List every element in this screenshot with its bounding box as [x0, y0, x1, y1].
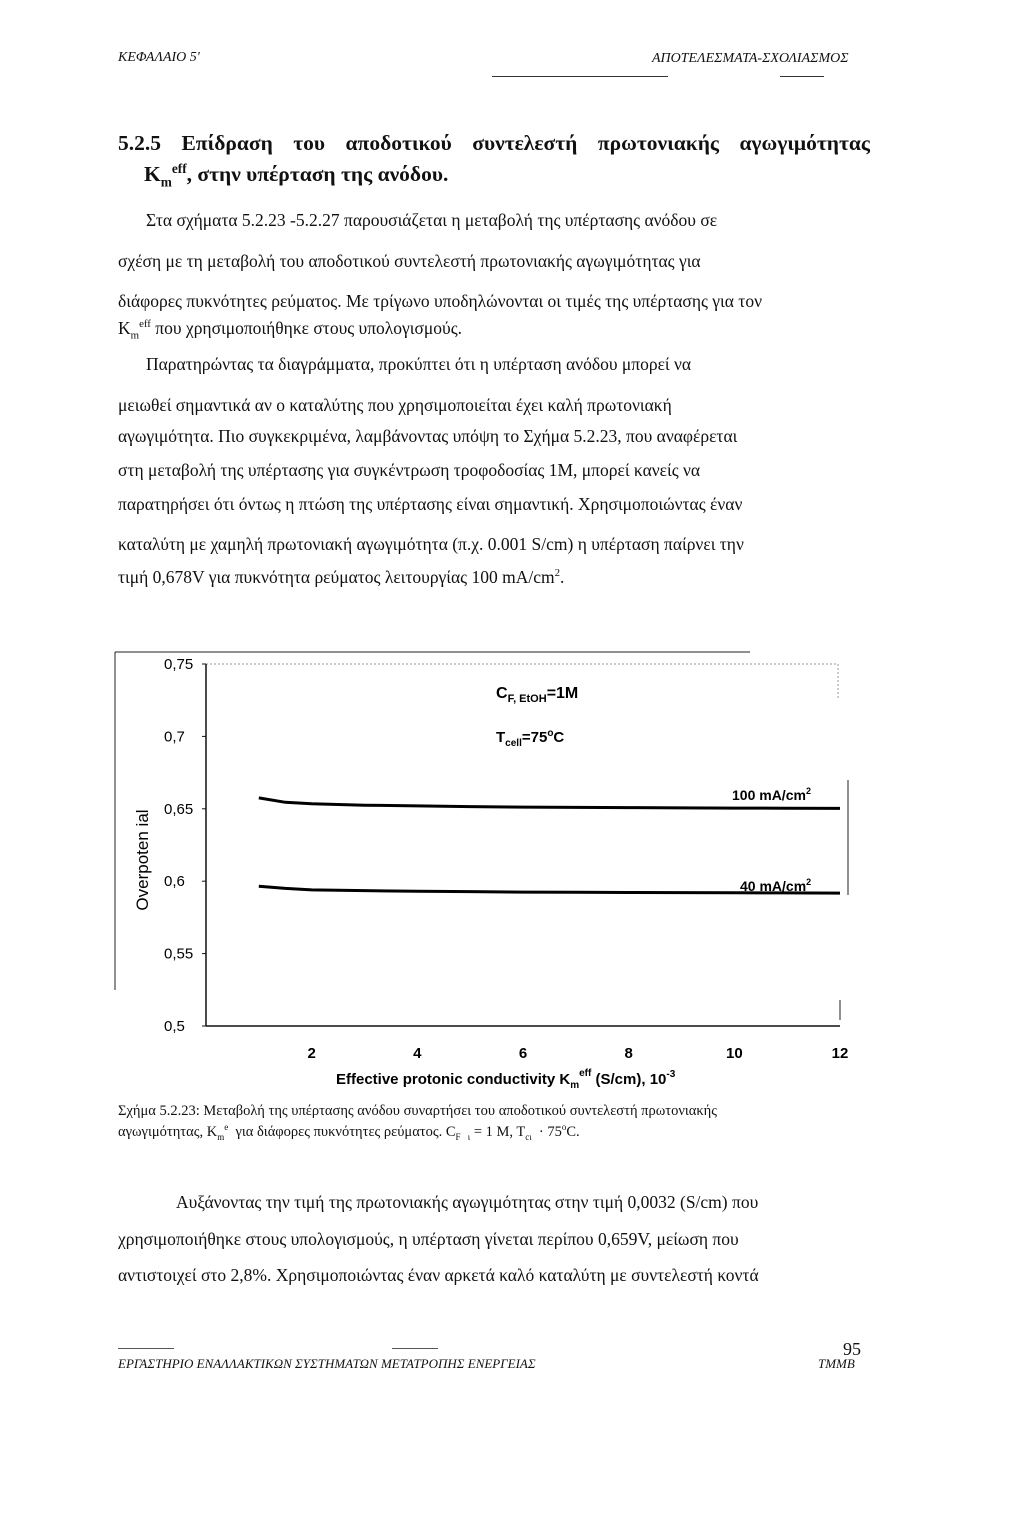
footer-lab: ΕΡΓΑΣΤΗΡΙΟ ΕΝΑΛΛΑΚΤΙΚΩΝ ΣΥΣΤΗΜΑΤΩΝ ΜΕΤΑΤΡΟΠΗΣ ΕΝΕΡΓΕΙΑΣ: [118, 1356, 536, 1371]
caption-line: αγωγιμότητας, $K_m^e$ για διάφορες πυκνότητες ρεύματος. $C_F$ $_\iota$ = 1 M, $T_{c\iota} \cdot 75^oC$.: [118, 1122, 580, 1142]
caption-line: Σχήμα 5.2.23: Μεταβολή της υπέρτασης ανόδου συναρτήσει του αποδοτικού συντελεστή πρωτονιακής: [118, 1103, 718, 1119]
series-label-40: 40 $mA/cm^2$: [740, 877, 812, 894]
y-tick-label: 0,6: [164, 873, 185, 891]
title-word: συντελεστή: [472, 131, 578, 155]
section-title: [118, 128, 870, 190]
footer-rule: [392, 1348, 438, 1349]
text-line: $K_m^{eff}$ που χρησιμοποιήθηκε στους υπολογισμούς.: [118, 318, 463, 342]
text-line: σχέση με τη μεταβολή του αποδοτικού συντελεστή πρωτονιακής αγωγιμότητας για: [118, 251, 701, 271]
y-tick-label: 0,75: [164, 656, 194, 673]
text-line: Παρατηρώντας τα διαγράμματα, προκύπτει ότι η υπέρταση ανόδου μπορεί να: [146, 354, 692, 374]
title-word: του: [293, 131, 326, 155]
annotation-temperature: $T_{cell}=75^oC$: [496, 728, 565, 749]
y-tick-label: 0,7: [164, 728, 185, 746]
x-tick-label: 12: [831, 1045, 849, 1062]
text-line: Αυξάνοντας την τιμή της πρωτονιακής αγωγιμότητας στην τιμή 0,0032 (S/cm) που: [176, 1192, 759, 1212]
text-line: τιμή 0,678V για πυκνότητα ρεύματος λειτουργίας 100 $mA/cm^2$.: [118, 567, 565, 587]
y-tick-label: 0,5: [164, 1018, 185, 1035]
title-word: αγωγιμότητας: [739, 131, 870, 155]
annotation-concentration: $C_{F, EtOH}=1M$: [496, 685, 579, 705]
text-line: αγωγιμότητα. Πιο συγκεκριμένα, λαμβάνοντας υπόψη το Σχήμα 5.2.23, που αναφέρεται: [118, 426, 738, 446]
title-word: αποδοτικού: [345, 131, 452, 155]
x-tick-label: 8: [624, 1045, 633, 1062]
x-axis-label: Effective protonic conductivity $K_m^{eff}$ (S/cm), $10^{-3}$: [336, 1068, 676, 1091]
page-number: 95: [843, 1339, 861, 1359]
x-tick-label: 10: [725, 1045, 743, 1062]
header-rule: [492, 76, 668, 77]
section-number: 5.2.5: [118, 131, 161, 155]
y-axis-label: Overpoten ial: [133, 809, 152, 911]
y-tick-label: 0,65: [164, 800, 194, 818]
text-line: Στα σχήματα 5.2.23 -5.2.27 παρουσιάζεται η μεταβολή της υπέρτασης ανόδου σε: [146, 210, 718, 230]
text-line: αντιστοιχεί στο 2,8%. Χρησιμοποιώντας έναν αρκετά καλό καταλύτη με συντελεστή κοντά: [118, 1265, 759, 1285]
header-rule-short: [780, 76, 824, 77]
caption-label: Σχήμα 5.2.23:: [118, 1103, 200, 1119]
section-title-line2: $K_m^{eff}$, στην υπέρταση της ανόδου.: [144, 160, 449, 190]
footer-dept: ΤΜΜΒ: [818, 1356, 855, 1371]
text-line: χρησιμοποιήθηκε στους υπολογισμούς, η υπέρταση γίνεται περίπου 0,659V, μείωση που: [118, 1229, 739, 1249]
figure-caption: [118, 1103, 868, 1141]
overpotential-chart: [100, 640, 880, 1100]
x-tick-label: 6: [518, 1045, 528, 1062]
text-line: μειωθεί σημαντικά αν ο καταλύτης που χρησιμοποιείται έχει καλή πρωτονιακή: [118, 395, 672, 415]
running-header-section: ΑΠΟΤΕΛΕΣΜΑΤΑ-ΣΧΟΛΙΑΣΜΟΣ: [652, 51, 849, 66]
text-line: παρατηρήσει ότι όντως η πτώση της υπέρτασης είναι σημαντική. Χρησιμοποιώντας έναν: [118, 494, 743, 514]
running-header-chapter: ΚΕΦΑΛΑΙΟ 5': [118, 50, 200, 65]
x-tick-label: 4: [413, 1045, 422, 1062]
title-word: πρωτονιακής: [597, 131, 719, 155]
y-tick-label: 0,55: [164, 945, 194, 963]
series-label-100: 100 $mA/cm^2$: [732, 786, 811, 803]
x-tick-label: 2: [307, 1045, 316, 1062]
text-line: διάφορες πυκνότητες ρεύματος. Με τρίγωνο υποδηλώνονται οι τιμές της υπέρτασης για τον: [118, 291, 762, 311]
title-word: Επίδραση: [181, 131, 273, 155]
text-line: καταλύτη με χαμηλή πρωτονιακή αγωγιμότητα (π.χ. 0.001 S/cm) η υπέρταση παίρνει την: [118, 534, 744, 554]
text-line: στη μεταβολή της υπέρτασης για συγκέντρωση τροφοδοσίας 1Μ, μπορεί κανείς να: [118, 460, 701, 480]
footer-rule: [118, 1348, 174, 1349]
